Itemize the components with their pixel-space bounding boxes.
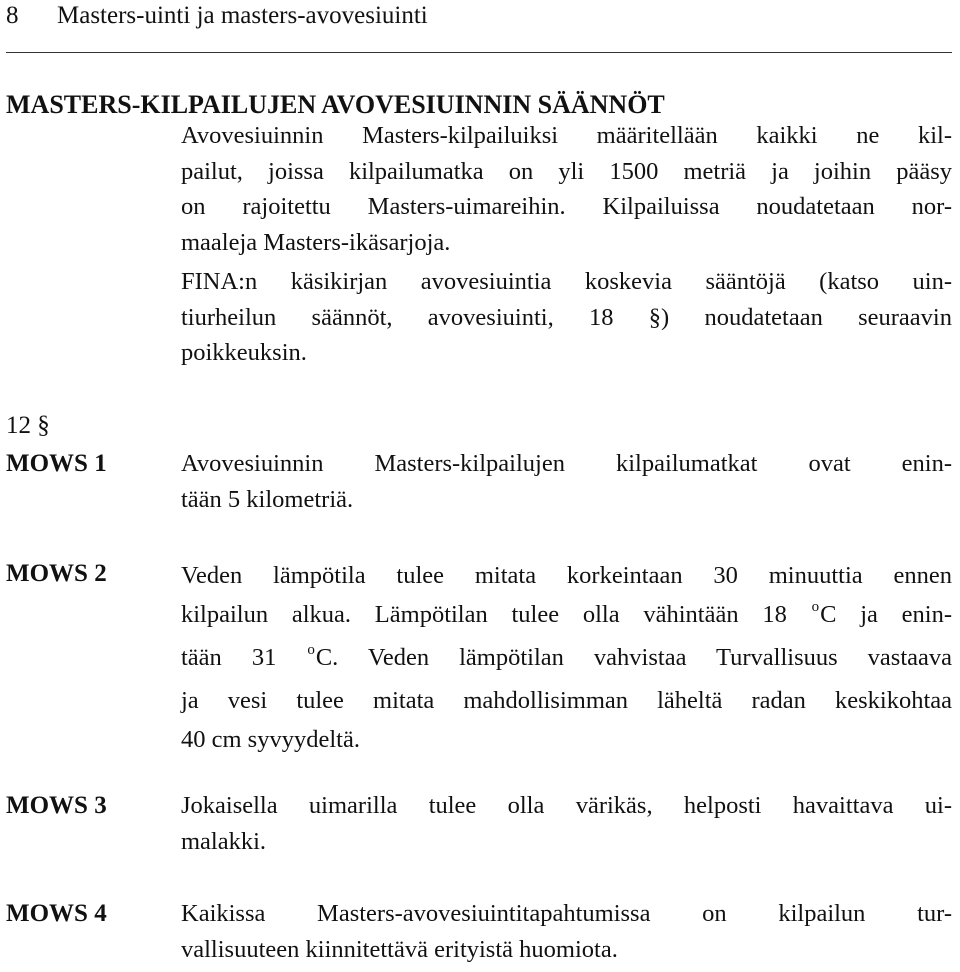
text-line: vallisuuteen kiinnitettävä erityistä huomiota. — [181, 935, 618, 963]
rule-label-mows-3: MOWS 3 — [6, 792, 107, 819]
rule-text-mows-1 — [181, 446, 952, 517]
rule-text-mows-4 — [181, 896, 952, 967]
text-line: Veden lämpötila tulee mitata korkeintaan 30 minuuttia ennen — [181, 562, 952, 589]
text-line: maaleja Masters-ikäsarjoja. — [181, 228, 451, 256]
text-line: poikkeuksin. — [181, 339, 307, 366]
rule-text-mows-3 — [181, 788, 952, 859]
text-line — [181, 638, 952, 681]
rule-label-mows-1: MOWS 1 — [6, 450, 107, 477]
degree-mark: o — [307, 642, 315, 658]
rule-text-mows-2 — [181, 556, 952, 759]
text-line: tään 5 kilometriä. — [181, 485, 354, 513]
text-segment: tään 31 — [181, 644, 277, 671]
rule-label-mows-4: MOWS 4 — [6, 900, 107, 927]
text-line: pailut, joissa kilpailumatka on yli 1500 metriä ja joihin pääsy — [181, 157, 952, 185]
header-rule — [6, 52, 952, 53]
text-line: tiurheilun säännöt, avovesiuinti, 18 §) noudatetaan seuraavin — [181, 303, 952, 331]
degree-mark: o — [811, 599, 820, 615]
text-segment: C ja enin- — [820, 601, 953, 628]
text-line: Jokaisella uimarilla tulee olla värikäs, helposti havaittava ui- — [181, 792, 952, 819]
section-number: 12 § — [6, 412, 50, 439]
text-line: Avovesiuinnin Masters-kilpailuiksi määritellään kaikki ne kil- — [181, 122, 952, 149]
page-number: 8 — [6, 2, 19, 29]
running-header — [6, 0, 428, 32]
text-line: Avovesiuinnin Masters-kilpailujen kilpailumatkat ovat enin- — [181, 450, 952, 477]
page-title: MASTERS-KILPAILUJEN AVOVESIUINNIN SÄÄNNÖT — [6, 90, 665, 119]
text-line: on rajoitettu Masters-uimareihin. Kilpailuissa noudatetaan nor- — [181, 193, 952, 220]
rule-label-mows-2: MOWS 2 — [6, 560, 107, 587]
text-line: malakki. — [181, 827, 267, 855]
intro-paragraph — [181, 118, 952, 260]
text-line: FINA:n käsikirjan avovesiuintia koskevia sääntöjä (katso uin- — [181, 268, 952, 295]
fina-note-paragraph — [181, 264, 952, 371]
text-line — [181, 595, 952, 638]
running-title: Masters-uinti ja masters-avovesiuinti — [57, 2, 428, 29]
text-line: ja vesi tulee mitata mahdollisimman läheltä radan keskikohtaa — [181, 687, 952, 714]
text-line: 40 cm syvyydeltä. — [181, 726, 360, 753]
text-segment: C. Veden lämpötilan vahvistaa Turvallisuus vastaava — [315, 644, 952, 671]
text-segment: kilpailun alkua. Lämpötilan tulee olla vähintään 18 — [181, 601, 787, 628]
text-line: Kaikissa Masters-avovesiuintitapahtumissa on kilpailun tur- — [181, 900, 952, 927]
